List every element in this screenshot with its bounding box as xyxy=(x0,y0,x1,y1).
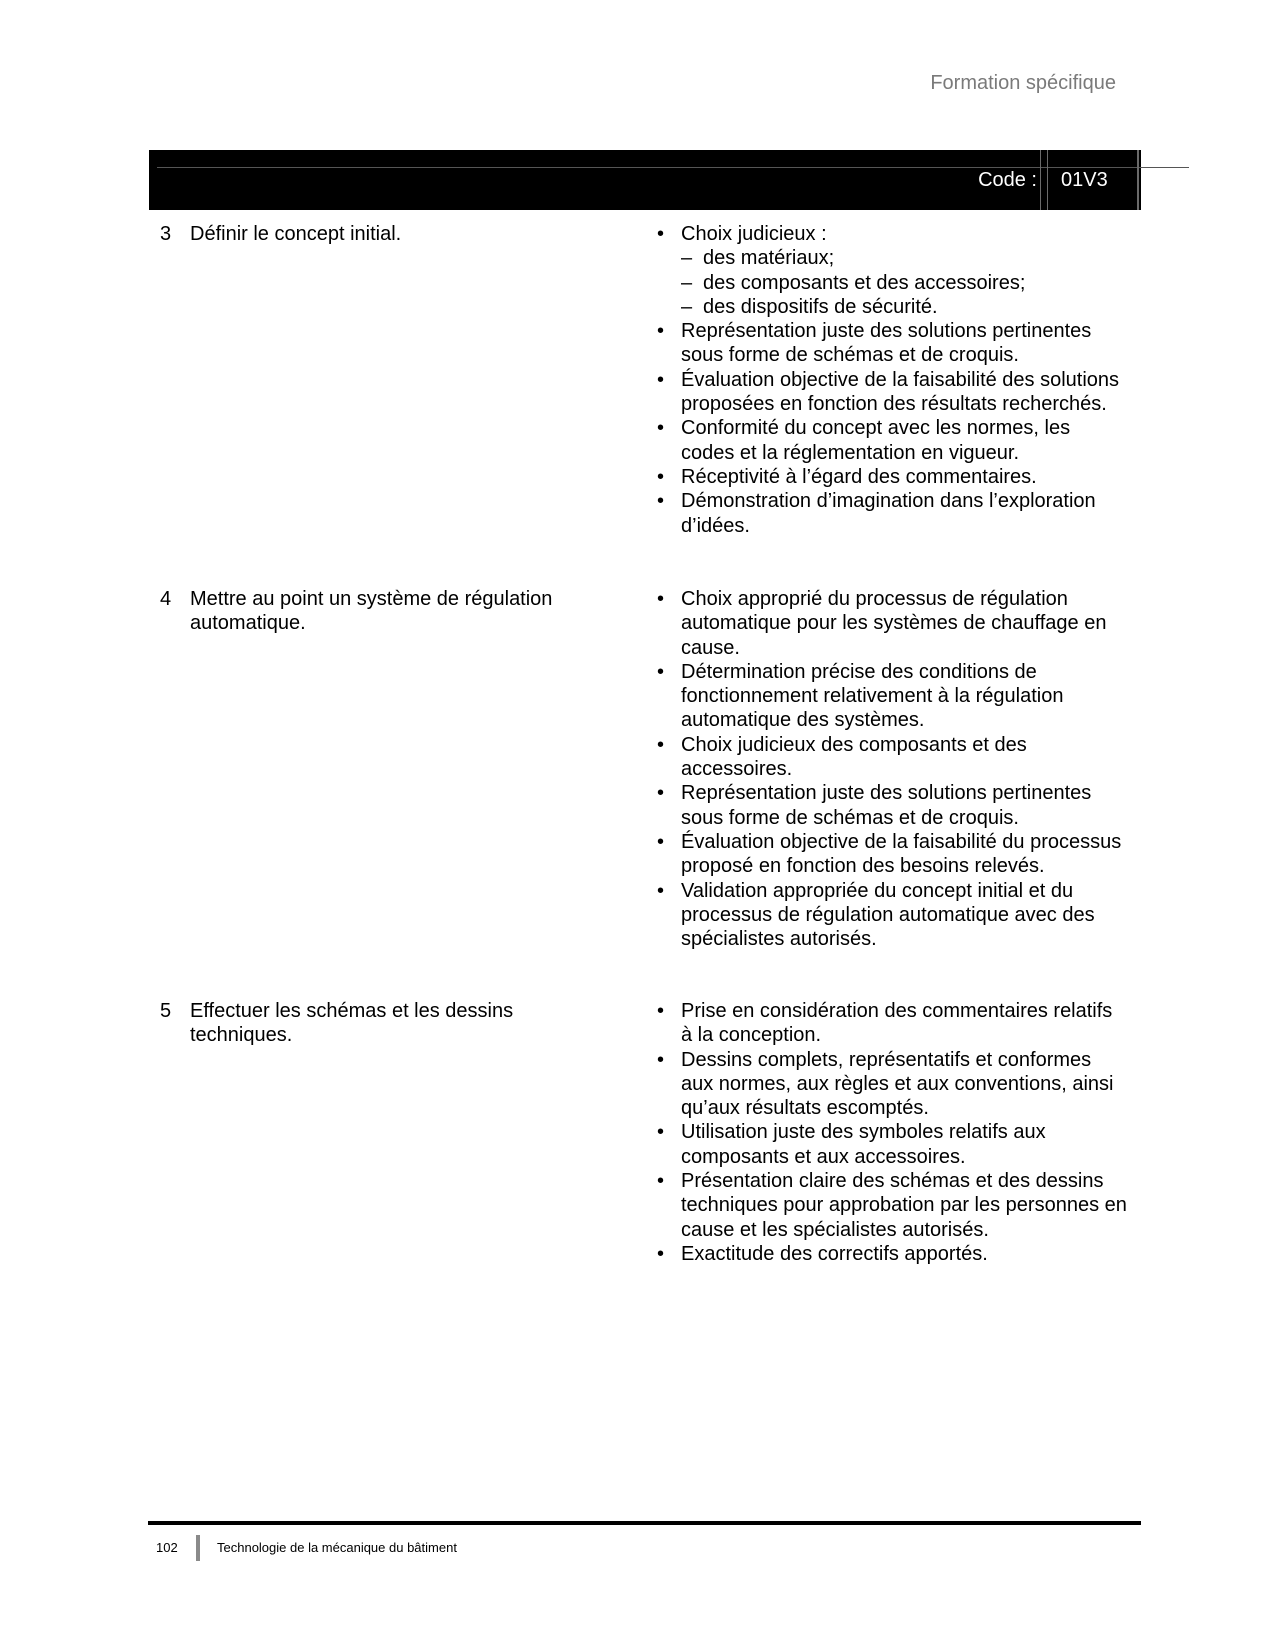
list-item xyxy=(657,489,1127,538)
list-item xyxy=(657,879,1127,952)
criterion-text: Évaluation objective de la faisabilité du processus proposé en fonction des besoins relevés. xyxy=(681,830,1122,878)
footer-rule xyxy=(148,1521,1141,1525)
list-item xyxy=(657,319,1127,368)
code-bar-rule xyxy=(157,167,1189,168)
bullet-icon: • xyxy=(657,1000,665,1022)
code-bar xyxy=(149,150,1141,210)
list-item xyxy=(657,1120,1127,1169)
criterion-text: Choix judicieux : xyxy=(681,223,827,245)
criteria-list xyxy=(657,999,1127,1266)
bullet-icon: • xyxy=(657,368,665,391)
step-number: 5 xyxy=(160,1000,172,1022)
bullet-icon: • xyxy=(657,830,665,853)
step-title: Effectuer les schémas et les dessins techniques. xyxy=(190,1000,514,1047)
bullet-icon: • xyxy=(657,660,665,683)
step-number: 3 xyxy=(160,223,172,245)
step-title: Mettre au point un système de régulation automatique. xyxy=(190,588,553,635)
sub-list-item xyxy=(681,246,1127,270)
bullet-icon: • xyxy=(657,465,665,488)
criteria-list xyxy=(657,587,1127,951)
list-item xyxy=(657,465,1127,489)
bullet-icon: • xyxy=(657,223,665,245)
bullet-icon: • xyxy=(657,879,665,902)
list-item xyxy=(657,222,1127,319)
bullet-icon: • xyxy=(657,320,665,343)
list-item xyxy=(657,368,1127,417)
bullet-icon: • xyxy=(657,417,665,440)
running-header: Formation spécifique xyxy=(930,72,1116,94)
footer-divider xyxy=(196,1535,200,1561)
bullet-icon: • xyxy=(657,588,665,610)
list-item xyxy=(657,416,1127,465)
criteria-list xyxy=(657,222,1127,538)
code-value: 01V3 xyxy=(1061,169,1108,191)
criterion-text: Représentation juste des solutions pertinentes sous forme de schémas et de croquis. xyxy=(681,320,1092,367)
list-item xyxy=(657,733,1127,782)
dash-icon: – xyxy=(681,295,693,318)
code-bar-separator xyxy=(1047,150,1048,210)
dash-icon: – xyxy=(681,247,693,270)
list-item xyxy=(657,830,1127,879)
criterion-text: Choix approprié du processus de régulation automatique pour les systèmes de chauffage en cause. xyxy=(681,588,1107,659)
list-item xyxy=(657,781,1127,830)
bullet-icon: • xyxy=(657,1048,665,1071)
dash-icon: – xyxy=(681,271,693,294)
criterion-text: Conformité du concept avec les normes, les codes et la réglementation en vigueur. xyxy=(681,417,1071,464)
sub-text: des composants et des accessoires; xyxy=(703,271,1026,294)
step-title: Définir le concept initial. xyxy=(190,223,402,245)
sub-list xyxy=(681,246,1127,319)
criterion-text: Dessins complets, représentatifs et conformes aux normes, aux règles et aux conventions, ainsi qu’aux résultats escomptés. xyxy=(681,1048,1114,1120)
page-number: 102 xyxy=(156,1540,178,1555)
list-item xyxy=(657,660,1127,733)
criterion-text: Détermination précise des conditions de fonctionnement relativement à la régulation automatique des systèmes. xyxy=(681,660,1064,732)
sub-list-item xyxy=(681,271,1127,295)
bullet-icon: • xyxy=(657,1170,665,1193)
code-bar-separator xyxy=(1040,150,1041,210)
criterion-text: Utilisation juste des symboles relatifs aux composants et aux accessoires. xyxy=(681,1121,1046,1168)
criterion-text: Exactitude des correctifs apportés. xyxy=(681,1242,988,1265)
criterion-text: Représentation juste des solutions pertinentes sous forme de schémas et de croquis. xyxy=(681,782,1092,829)
list-item xyxy=(657,1048,1127,1121)
list-item xyxy=(657,999,1127,1048)
list-item xyxy=(657,1242,1127,1266)
bullet-icon: • xyxy=(657,1242,665,1265)
sub-text: des matériaux; xyxy=(703,247,835,270)
bullet-icon: • xyxy=(657,733,665,756)
criterion-text: Évaluation objective de la faisabilité des solutions proposées en fonction des résultats recherchés. xyxy=(681,368,1120,416)
criterion-text: Démonstration d’imagination dans l’exploration d’idées. xyxy=(681,490,1096,537)
footer-title: Technologie de la mécanique du bâtiment xyxy=(217,1540,457,1555)
criterion-text: Réceptivité à l’égard des commentaires. xyxy=(681,465,1037,488)
criterion-text: Choix judicieux des composants et des accessoires. xyxy=(681,733,1027,781)
list-item xyxy=(657,587,1127,660)
list-item xyxy=(657,1169,1127,1242)
criterion-text: Présentation claire des schémas et des dessins techniques pour approbation par les personnes en cause et les spécialistes autorisés. xyxy=(681,1170,1127,1241)
code-label: Code : xyxy=(978,169,1037,191)
criterion-text: Prise en considération des commentaires relatifs à la conception. xyxy=(681,1000,1113,1047)
bullet-icon: • xyxy=(657,782,665,805)
code-bar-separator xyxy=(1137,150,1139,210)
criterion-text: Validation appropriée du concept initial et du processus de régulation automatique avec des spécialistes autorisés. xyxy=(681,879,1095,951)
step-number: 4 xyxy=(160,588,172,610)
bullet-icon: • xyxy=(657,1121,665,1144)
bullet-icon: • xyxy=(657,490,665,513)
sub-text: des dispositifs de sécurité. xyxy=(703,295,938,318)
sub-list-item xyxy=(681,295,1127,319)
